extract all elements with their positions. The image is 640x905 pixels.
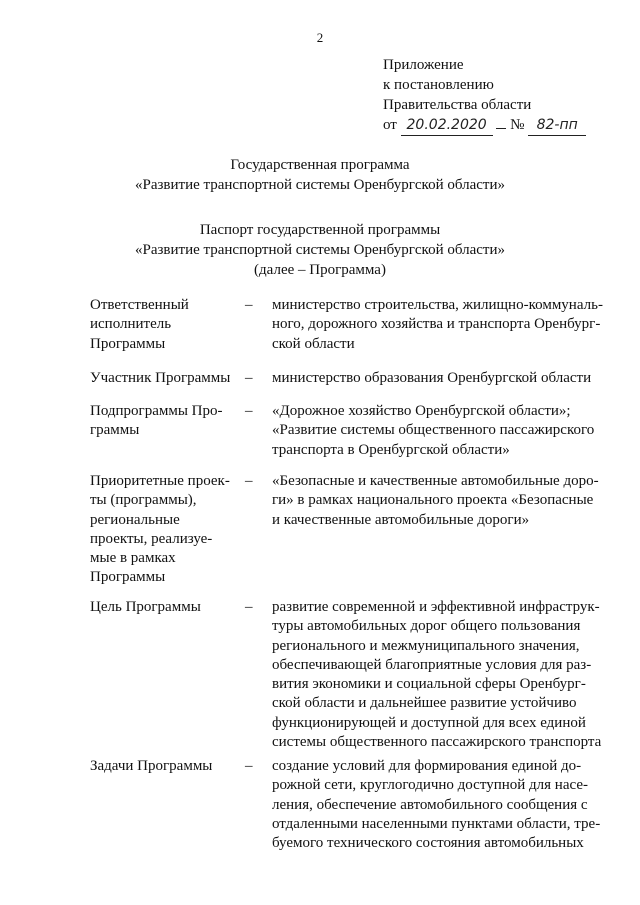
row-dash: – [245,297,253,313]
row-dash: – [245,599,253,615]
appendix-date-row [383,115,586,136]
row-value: «Безопасные и качественные автомобильные доро- ги» в рамках национального проекта «Безопасные и качественные автомобильные дороги» [272,473,599,528]
row-label: Задачи Программы [90,758,213,774]
row-dash: – [245,403,253,419]
decree-number: 82-пп [528,115,586,136]
passport-title [0,220,640,280]
from-label: от [383,117,397,133]
row-value: создание условий для формирования единой до- рожной сети, круглогодично доступной для насе- ления, обеспечение автомобильного сообщения с отдаленными населенными пунктами области, тре- буемого технического состояния автомобильных [272,758,601,852]
row-dash: – [245,758,253,774]
passport-title-line-2: «Развитие транспортной системы Оренбургской области» [134,242,505,258]
row-value: развитие современной и эффективной инфраструк- туры автомобильных дорог общего пользования регионального и межмуниципального значения, обеспечивающей благоприятные условия для раз- вития экономики и социальной сферы Оренбург- ской области и дальнейшее развитие устойчиво функционирующей и доступной для всех единой системы общественного пассажирского транспорта [272,599,602,751]
program-title-line-2: «Развитие транспортной системы Оренбургской области» [134,177,505,193]
row-value: министерство образования Оренбургской области [272,370,592,386]
row-label: Ответственный исполнитель Программы [90,297,189,352]
row-label: Участник Программы [90,370,231,386]
row-label: Цель Программы [90,599,201,615]
row-value: «Дорожное хозяйство Оренбургской области»; «Развитие системы общественного пассажирского транспорта в Оренбургской области» [272,403,595,458]
program-title-line-1: Государственная программа [230,157,410,173]
row-label: Подпрограммы Про- граммы [90,403,223,439]
page-number: 2 [316,30,324,45]
appendix-block [383,55,586,136]
row-dash: – [245,370,253,386]
appendix-line-2: к постановлению [383,77,494,93]
date-underline-tail [496,128,506,129]
appendix-line-1: Приложение [383,57,464,73]
row-dash: – [245,473,253,489]
program-title [0,155,640,195]
row-label: Приоритетные проек- ты (программы), региональные проекты, реализуе- мые в рамках Программы [90,473,230,586]
decree-date: 20.02.2020 [401,115,493,136]
row-value: министерство строительства, жилищно-коммуналь- ного, дорожного хозяйства и транспорта Оренбург- ской области [272,297,603,352]
passport-title-line-3: (далее – Программа) [254,262,386,278]
number-label: № [510,117,525,133]
appendix-line-3: Правительства области [383,97,532,113]
passport-title-line-1: Паспорт государственной программы [199,222,441,238]
